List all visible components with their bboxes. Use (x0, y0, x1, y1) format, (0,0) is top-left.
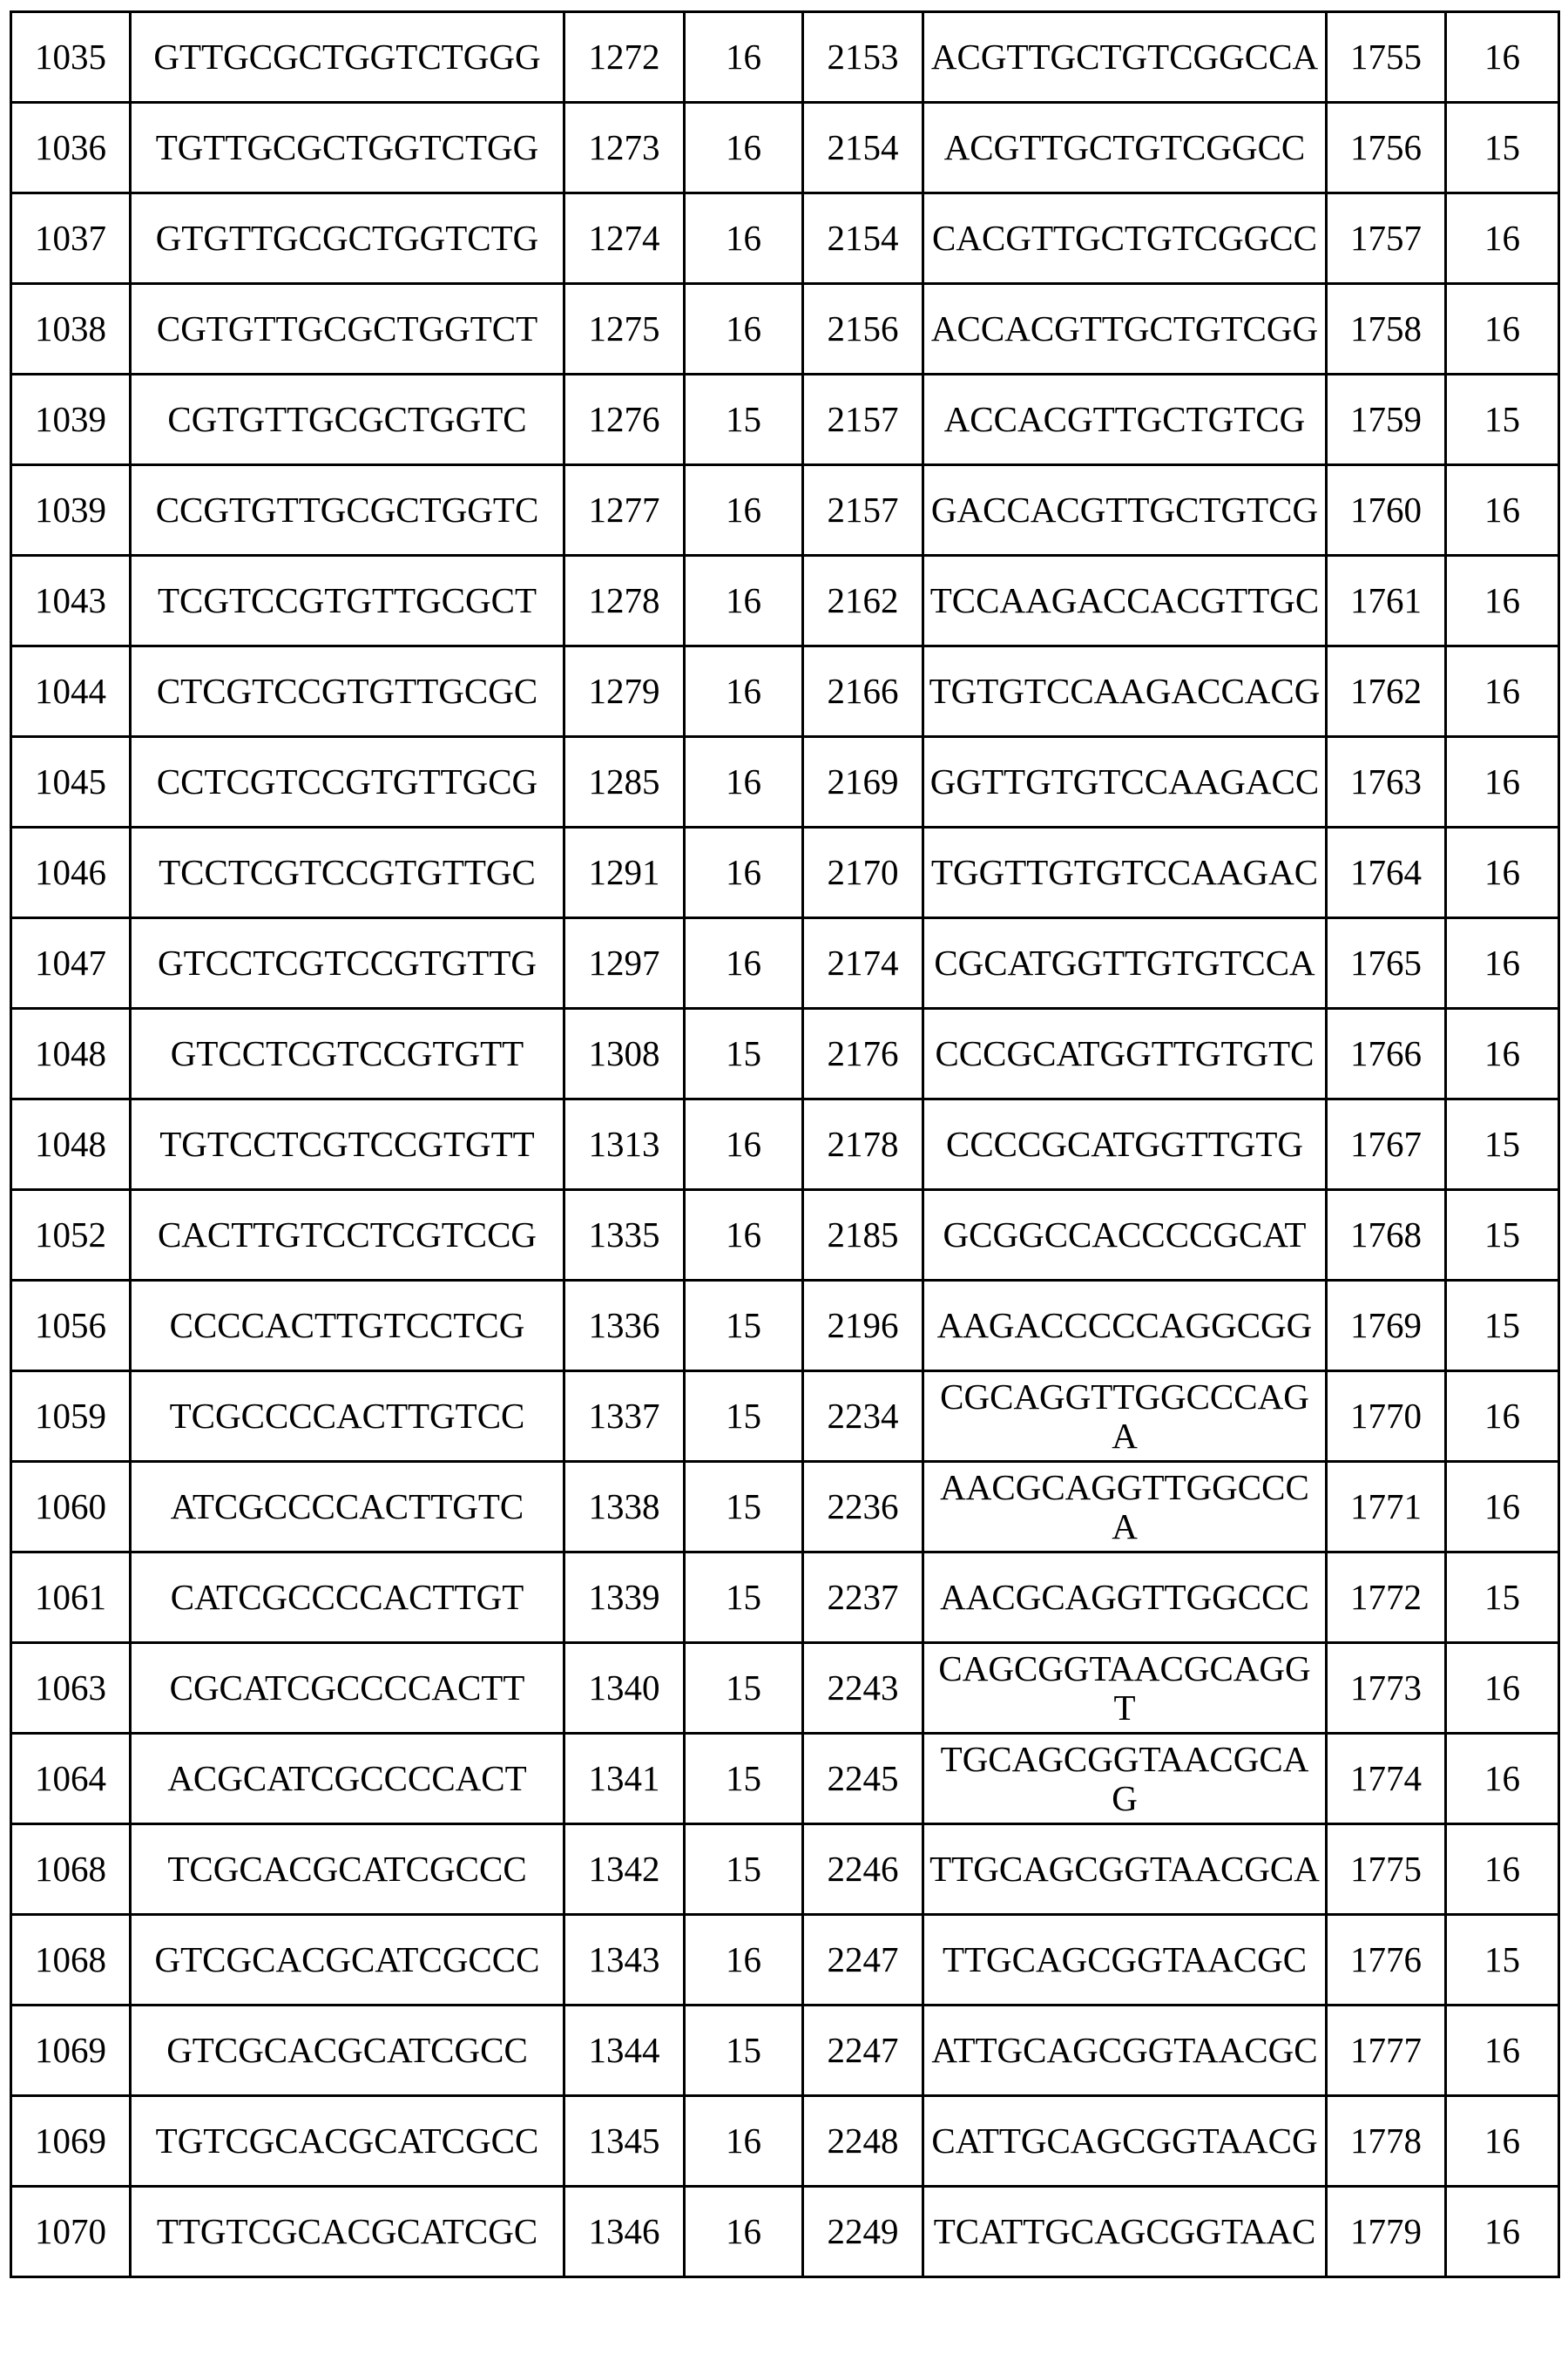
right-id-cell: 1758 (1327, 284, 1446, 375)
left-sequence-cell: TCGCCCCACTTGTCC (131, 1371, 564, 1462)
right-length-cell: 15 (1446, 375, 1559, 465)
right-length-cell: 15 (1446, 1190, 1559, 1281)
left-sequence-cell: CACTTGTCCTCGTCCG (131, 1190, 564, 1281)
left-sequence-cell: GTTGCGCTGGTCTGGG (131, 12, 564, 103)
table-row (11, 1371, 1559, 1462)
right-sequence-cell: GCGGCCACCCCGCAT (923, 1190, 1327, 1281)
table-row (11, 193, 1559, 284)
left-position-cell: 1039 (11, 375, 131, 465)
right-length-cell: 16 (1446, 2096, 1559, 2187)
left-sequence-cell: GTCCTCGTCCGTGTT (131, 1009, 564, 1099)
right-position-cell: 2176 (803, 1009, 923, 1099)
table-row (11, 556, 1559, 646)
right-position-cell: 2153 (803, 12, 923, 103)
right-sequence-cell: CGCATGGTTGTGTCCA (923, 918, 1327, 1009)
right-sequence-cell: TGTGTCCAAGACCACG (923, 646, 1327, 737)
right-sequence-cell: GGTTGTGTCCAAGACC (923, 737, 1327, 828)
left-id-cell: 1343 (564, 1915, 685, 2006)
left-position-cell: 1039 (11, 465, 131, 556)
left-sequence-cell: CATCGCCCCACTTGT (131, 1552, 564, 1643)
table-row (11, 1009, 1559, 1099)
right-length-cell: 15 (1446, 1281, 1559, 1371)
sequence-table (10, 10, 1560, 2278)
right-length-cell: 16 (1446, 918, 1559, 1009)
left-position-cell: 1045 (11, 737, 131, 828)
left-position-cell: 1038 (11, 284, 131, 375)
left-id-cell: 1340 (564, 1643, 685, 1734)
right-id-cell: 1757 (1327, 193, 1446, 284)
left-position-cell: 1064 (11, 1734, 131, 1824)
left-length-cell: 16 (685, 193, 803, 284)
right-length-cell: 16 (1446, 556, 1559, 646)
table-row (11, 1190, 1559, 1281)
table-row (11, 2006, 1559, 2096)
left-position-cell: 1048 (11, 1099, 131, 1190)
right-id-cell: 1762 (1327, 646, 1446, 737)
table-row (11, 1552, 1559, 1643)
left-sequence-cell: TGTTGCGCTGGTCTGG (131, 103, 564, 193)
right-length-cell: 16 (1446, 284, 1559, 375)
left-id-cell: 1344 (564, 2006, 685, 2096)
left-length-cell: 16 (685, 828, 803, 918)
right-length-cell: 16 (1446, 465, 1559, 556)
right-position-cell: 2245 (803, 1734, 923, 1824)
left-position-cell: 1052 (11, 1190, 131, 1281)
right-position-cell: 2185 (803, 1190, 923, 1281)
right-id-cell: 1773 (1327, 1643, 1446, 1734)
left-sequence-cell: CGCATCGCCCCACTT (131, 1643, 564, 1734)
left-id-cell: 1279 (564, 646, 685, 737)
left-id-cell: 1272 (564, 12, 685, 103)
table-row (11, 1099, 1559, 1190)
table-row (11, 1281, 1559, 1371)
left-position-cell: 1061 (11, 1552, 131, 1643)
right-sequence-cell: ACGTTGCTGTCGGCC (923, 103, 1327, 193)
right-sequence-cell: GACCACGTTGCTGTCG (923, 465, 1327, 556)
right-id-cell: 1761 (1327, 556, 1446, 646)
right-position-cell: 2178 (803, 1099, 923, 1190)
right-sequence-cell: AACGCAGGTTGGCCC (923, 1552, 1327, 1643)
left-position-cell: 1046 (11, 828, 131, 918)
right-sequence-cell: AAGACCCCCAGGCGG (923, 1281, 1327, 1371)
table-row (11, 2096, 1559, 2187)
right-sequence-cell: ACCACGTTGCTGTCGG (923, 284, 1327, 375)
left-id-cell: 1345 (564, 2096, 685, 2187)
left-id-cell: 1277 (564, 465, 685, 556)
right-length-cell: 16 (1446, 2006, 1559, 2096)
left-id-cell: 1346 (564, 2187, 685, 2277)
right-position-cell: 2154 (803, 103, 923, 193)
left-length-cell: 16 (685, 646, 803, 737)
left-position-cell: 1068 (11, 1824, 131, 1915)
left-sequence-cell: ACGCATCGCCCCACT (131, 1734, 564, 1824)
left-length-cell: 15 (685, 1371, 803, 1462)
left-sequence-cell: GTCCTCGTCCGTGTTG (131, 918, 564, 1009)
left-sequence-cell: CCTCGTCCGTGTTGCG (131, 737, 564, 828)
right-position-cell: 2157 (803, 465, 923, 556)
left-length-cell: 16 (685, 103, 803, 193)
right-length-cell: 16 (1446, 1824, 1559, 1915)
table-row (11, 1824, 1559, 1915)
left-length-cell: 15 (685, 1281, 803, 1371)
left-position-cell: 1043 (11, 556, 131, 646)
table-row (11, 1643, 1559, 1734)
left-id-cell: 1337 (564, 1371, 685, 1462)
left-id-cell: 1338 (564, 1462, 685, 1552)
left-length-cell: 16 (685, 737, 803, 828)
right-position-cell: 2247 (803, 2006, 923, 2096)
table-row (11, 12, 1559, 103)
right-id-cell: 1779 (1327, 2187, 1446, 2277)
table-row (11, 465, 1559, 556)
left-position-cell: 1048 (11, 1009, 131, 1099)
right-length-cell: 15 (1446, 1915, 1559, 2006)
table-row (11, 375, 1559, 465)
right-length-cell: 15 (1446, 103, 1559, 193)
sequence-table-body (11, 12, 1559, 2277)
left-id-cell: 1339 (564, 1552, 685, 1643)
right-sequence-cell: TCCAAGACCACGTTGC (923, 556, 1327, 646)
left-length-cell: 15 (685, 375, 803, 465)
right-sequence-cell: ACGTTGCTGTCGGCCA (923, 12, 1327, 103)
left-position-cell: 1070 (11, 2187, 131, 2277)
table-row (11, 737, 1559, 828)
right-id-cell: 1778 (1327, 2096, 1446, 2187)
right-position-cell: 2156 (803, 284, 923, 375)
left-position-cell: 1069 (11, 2096, 131, 2187)
table-row (11, 103, 1559, 193)
right-id-cell: 1769 (1327, 1281, 1446, 1371)
table-row (11, 1734, 1559, 1824)
left-sequence-cell: CCGTGTTGCGCTGGTC (131, 465, 564, 556)
right-length-cell: 16 (1446, 2187, 1559, 2277)
left-sequence-cell: GTCGCACGCATCGCCC (131, 1915, 564, 2006)
left-length-cell: 16 (685, 918, 803, 1009)
left-position-cell: 1044 (11, 646, 131, 737)
right-position-cell: 2243 (803, 1643, 923, 1734)
right-position-cell: 2157 (803, 375, 923, 465)
left-id-cell: 1278 (564, 556, 685, 646)
left-sequence-cell: TTGTCGCACGCATCGC (131, 2187, 564, 2277)
right-length-cell: 16 (1446, 737, 1559, 828)
left-id-cell: 1336 (564, 1281, 685, 1371)
right-length-cell: 16 (1446, 1734, 1559, 1824)
right-id-cell: 1767 (1327, 1099, 1446, 1190)
right-id-cell: 1766 (1327, 1009, 1446, 1099)
left-length-cell: 16 (685, 1915, 803, 2006)
left-length-cell: 15 (685, 1462, 803, 1552)
left-length-cell: 15 (685, 1734, 803, 1824)
left-length-cell: 16 (685, 1099, 803, 1190)
left-length-cell: 15 (685, 1552, 803, 1643)
right-sequence-cell: TTGCAGCGGTAACGC (923, 1915, 1327, 2006)
left-sequence-cell: GTGTTGCGCTGGTCTG (131, 193, 564, 284)
left-id-cell: 1308 (564, 1009, 685, 1099)
left-sequence-cell: GTCGCACGCATCGCC (131, 2006, 564, 2096)
left-position-cell: 1063 (11, 1643, 131, 1734)
left-id-cell: 1285 (564, 737, 685, 828)
left-sequence-cell: CTCGTCCGTGTTGCGC (131, 646, 564, 737)
right-id-cell: 1764 (1327, 828, 1446, 918)
right-length-cell: 16 (1446, 12, 1559, 103)
left-length-cell: 16 (685, 284, 803, 375)
table-row (11, 646, 1559, 737)
left-position-cell: 1047 (11, 918, 131, 1009)
right-id-cell: 1763 (1327, 737, 1446, 828)
left-sequence-cell: TCGCACGCATCGCCC (131, 1824, 564, 1915)
right-position-cell: 2247 (803, 1915, 923, 2006)
right-id-cell: 1774 (1327, 1734, 1446, 1824)
right-length-cell: 16 (1446, 193, 1559, 284)
right-id-cell: 1777 (1327, 2006, 1446, 2096)
table-row (11, 1462, 1559, 1552)
right-position-cell: 2234 (803, 1371, 923, 1462)
right-id-cell: 1771 (1327, 1462, 1446, 1552)
right-sequence-cell: CCCGCATGGTTGTGTC (923, 1009, 1327, 1099)
right-id-cell: 1770 (1327, 1371, 1446, 1462)
left-id-cell: 1275 (564, 284, 685, 375)
table-row (11, 284, 1559, 375)
right-length-cell: 15 (1446, 1552, 1559, 1643)
left-id-cell: 1335 (564, 1190, 685, 1281)
left-length-cell: 16 (685, 556, 803, 646)
right-position-cell: 2166 (803, 646, 923, 737)
right-length-cell: 16 (1446, 1009, 1559, 1099)
right-length-cell: 16 (1446, 1371, 1559, 1462)
right-sequence-cell: TGGTTGTGTCCAAGAC (923, 828, 1327, 918)
right-length-cell: 15 (1446, 1099, 1559, 1190)
right-sequence-cell: CATTGCAGCGGTAACG (923, 2096, 1327, 2187)
left-sequence-cell: ATCGCCCCACTTGTC (131, 1462, 564, 1552)
right-sequence-cell: TGCAGCGGTAACGCAG (923, 1734, 1327, 1824)
right-position-cell: 2236 (803, 1462, 923, 1552)
right-sequence-cell: TTGCAGCGGTAACGCA (923, 1824, 1327, 1915)
left-length-cell: 16 (685, 465, 803, 556)
left-length-cell: 15 (685, 1009, 803, 1099)
left-sequence-cell: TCGTCCGTGTTGCGCT (131, 556, 564, 646)
left-id-cell: 1273 (564, 103, 685, 193)
table-row (11, 1915, 1559, 2006)
right-sequence-cell: CGCAGGTTGGCCCAGA (923, 1371, 1327, 1462)
left-position-cell: 1060 (11, 1462, 131, 1552)
right-position-cell: 2248 (803, 2096, 923, 2187)
left-position-cell: 1056 (11, 1281, 131, 1371)
left-id-cell: 1291 (564, 828, 685, 918)
right-id-cell: 1775 (1327, 1824, 1446, 1915)
right-length-cell: 16 (1446, 1643, 1559, 1734)
right-sequence-cell: CAGCGGTAACGCAGGT (923, 1643, 1327, 1734)
left-position-cell: 1059 (11, 1371, 131, 1462)
left-length-cell: 16 (685, 12, 803, 103)
right-position-cell: 2196 (803, 1281, 923, 1371)
right-position-cell: 2170 (803, 828, 923, 918)
left-id-cell: 1313 (564, 1099, 685, 1190)
right-sequence-cell: CCCCGCATGGTTGTG (923, 1099, 1327, 1190)
right-id-cell: 1760 (1327, 465, 1446, 556)
left-length-cell: 15 (685, 1643, 803, 1734)
right-position-cell: 2246 (803, 1824, 923, 1915)
right-length-cell: 16 (1446, 646, 1559, 737)
right-id-cell: 1759 (1327, 375, 1446, 465)
right-position-cell: 2154 (803, 193, 923, 284)
table-row (11, 2187, 1559, 2277)
right-id-cell: 1755 (1327, 12, 1446, 103)
left-position-cell: 1069 (11, 2006, 131, 2096)
left-position-cell: 1036 (11, 103, 131, 193)
right-id-cell: 1776 (1327, 1915, 1446, 2006)
left-position-cell: 1068 (11, 1915, 131, 2006)
left-length-cell: 15 (685, 2006, 803, 2096)
right-position-cell: 2162 (803, 556, 923, 646)
right-position-cell: 2174 (803, 918, 923, 1009)
left-sequence-cell: TGTCCTCGTCCGTGTT (131, 1099, 564, 1190)
left-id-cell: 1297 (564, 918, 685, 1009)
left-sequence-cell: CCCCACTTGTCCTCG (131, 1281, 564, 1371)
left-sequence-cell: TCCTCGTCCGTGTTGC (131, 828, 564, 918)
left-length-cell: 16 (685, 2096, 803, 2187)
right-sequence-cell: AACGCAGGTTGGCCCA (923, 1462, 1327, 1552)
left-length-cell: 15 (685, 1824, 803, 1915)
left-id-cell: 1342 (564, 1824, 685, 1915)
right-sequence-cell: CACGTTGCTGTCGGCC (923, 193, 1327, 284)
left-id-cell: 1341 (564, 1734, 685, 1824)
left-sequence-cell: CGTGTTGCGCTGGTCT (131, 284, 564, 375)
left-id-cell: 1274 (564, 193, 685, 284)
table-row (11, 918, 1559, 1009)
right-id-cell: 1756 (1327, 103, 1446, 193)
right-length-cell: 16 (1446, 1462, 1559, 1552)
table-row (11, 828, 1559, 918)
left-id-cell: 1276 (564, 375, 685, 465)
right-sequence-cell: ATTGCAGCGGTAACGC (923, 2006, 1327, 2096)
right-position-cell: 2249 (803, 2187, 923, 2277)
left-length-cell: 16 (685, 2187, 803, 2277)
left-position-cell: 1037 (11, 193, 131, 284)
left-sequence-cell: CGTGTTGCGCTGGTC (131, 375, 564, 465)
right-id-cell: 1765 (1327, 918, 1446, 1009)
right-position-cell: 2237 (803, 1552, 923, 1643)
left-position-cell: 1035 (11, 12, 131, 103)
left-length-cell: 16 (685, 1190, 803, 1281)
right-length-cell: 16 (1446, 828, 1559, 918)
right-sequence-cell: TCATTGCAGCGGTAAC (923, 2187, 1327, 2277)
right-id-cell: 1772 (1327, 1552, 1446, 1643)
right-position-cell: 2169 (803, 737, 923, 828)
right-id-cell: 1768 (1327, 1190, 1446, 1281)
left-sequence-cell: TGTCGCACGCATCGCC (131, 2096, 564, 2187)
right-sequence-cell: ACCACGTTGCTGTCG (923, 375, 1327, 465)
